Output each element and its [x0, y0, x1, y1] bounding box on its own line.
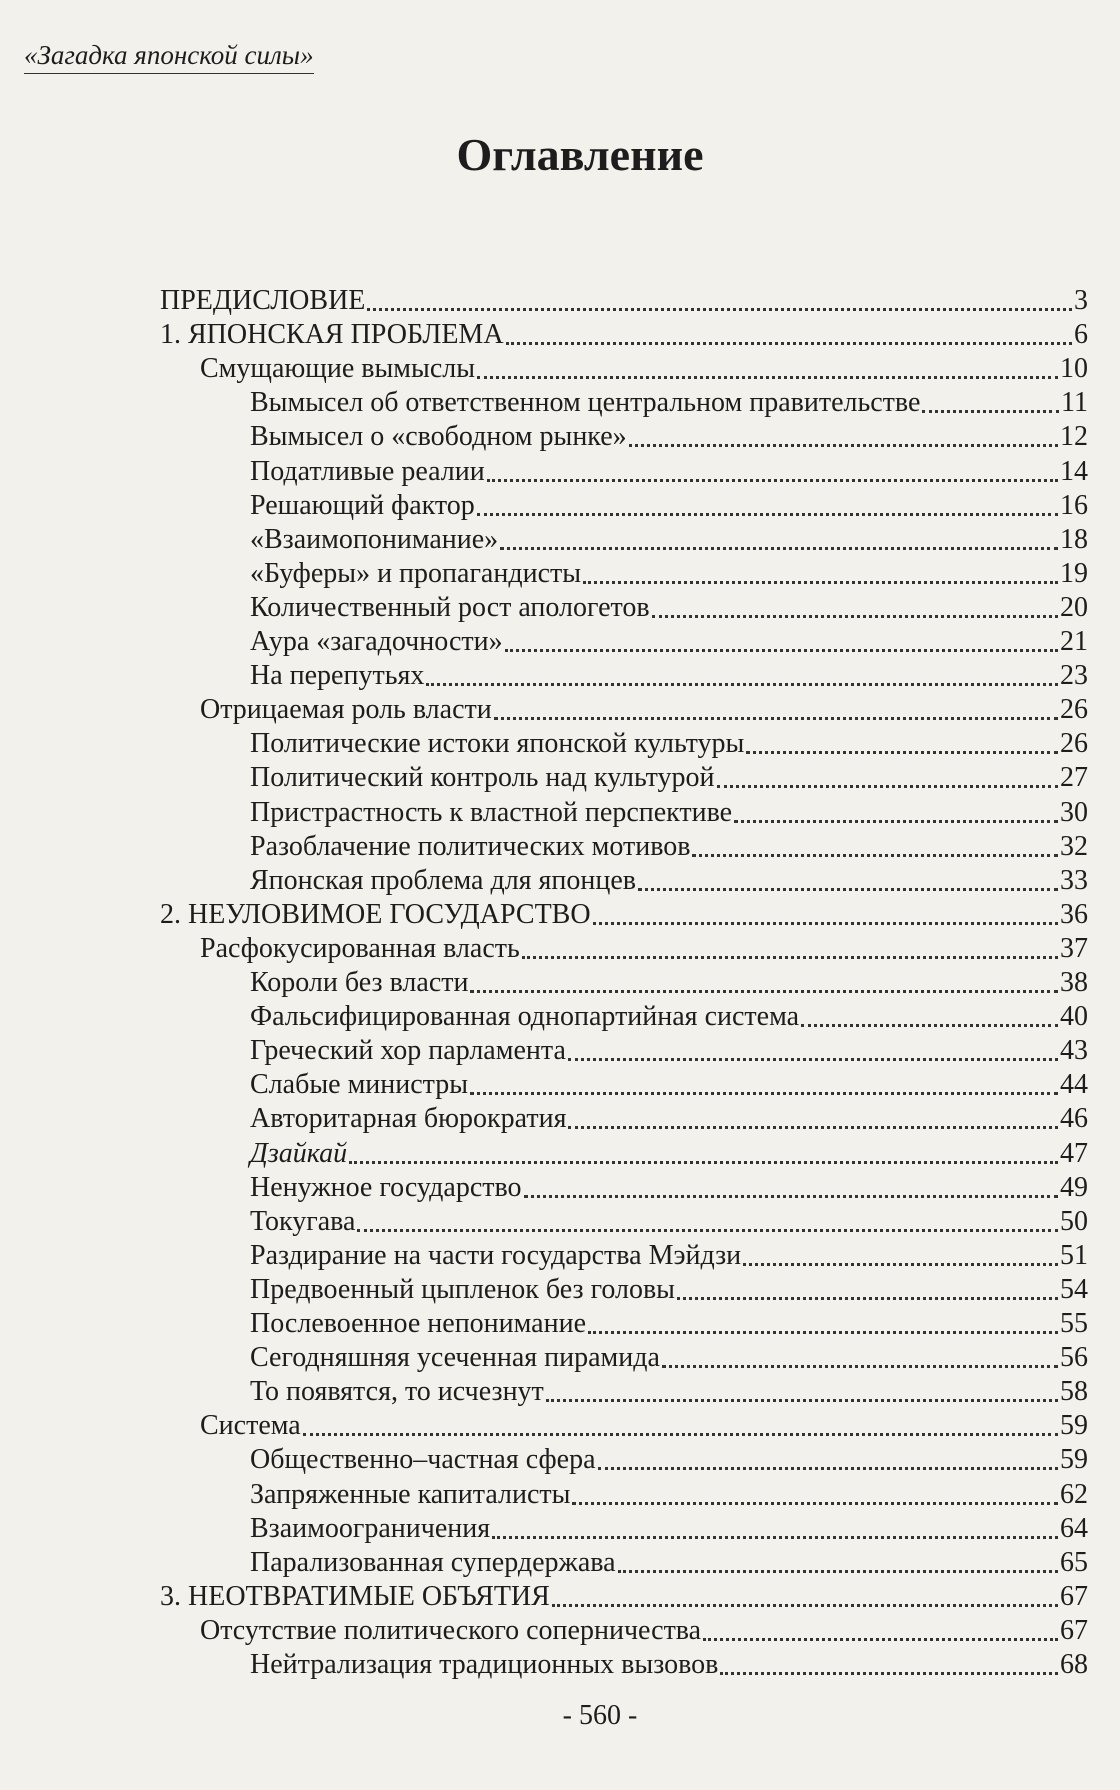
toc-entry-page: 59	[1060, 1410, 1088, 1442]
toc-entry	[250, 490, 1088, 524]
toc-leader-dots	[662, 1365, 1058, 1368]
toc-leader-dots	[629, 444, 1058, 447]
toc-entry-title: Общественно–частная сфера	[250, 1444, 596, 1476]
toc-entry-page: 44	[1060, 1069, 1088, 1101]
toc-entry-page: 6	[1074, 319, 1088, 351]
toc-entry-page: 21	[1060, 626, 1088, 657]
toc-leader-dots	[568, 1058, 1058, 1061]
toc-entry-title: На перепутьях	[250, 660, 425, 692]
toc-entry	[250, 1547, 1088, 1581]
toc-entry-page: 51	[1060, 1239, 1088, 1271]
toc-entry-title: Дзайкай	[250, 1137, 348, 1169]
toc-entry-page: 16	[1060, 489, 1088, 521]
toc-leader-dots	[677, 1297, 1058, 1300]
toc-entry	[200, 694, 1088, 728]
toc-leader-dots	[494, 717, 1058, 720]
toc-entry	[160, 899, 1088, 933]
toc-entry-page: 26	[1060, 694, 1088, 726]
toc-leader-dots	[703, 1638, 1058, 1641]
toc-entry-page: 46	[1060, 1103, 1088, 1135]
toc-entry	[250, 660, 1088, 694]
toc-entry	[160, 285, 1088, 319]
toc-entry-page: 54	[1060, 1273, 1088, 1305]
toc-entry	[250, 1342, 1088, 1376]
toc-leader-dots	[593, 922, 1058, 925]
toc-entry	[250, 1240, 1088, 1274]
toc-entry	[250, 865, 1088, 899]
toc-leader-dots	[426, 683, 1058, 686]
toc-entry-title: Аура «загадочности»	[250, 626, 503, 657]
toc-entry-title: Политические истоки японской культуры	[250, 728, 745, 760]
toc-entry-title: Отсутствие политического соперничества	[200, 1614, 702, 1646]
toc-entry-title: Количественный рост апологетов	[250, 591, 650, 623]
toc-entry	[200, 1410, 1088, 1444]
page-number: - 560 -	[562, 1700, 638, 1731]
toc-entry	[250, 1308, 1088, 1342]
toc-entry-title: Раздирание на части государства Мэйдзи	[250, 1239, 742, 1271]
toc-entry	[250, 1444, 1088, 1478]
toc-entry	[250, 626, 1088, 660]
toc-entry-title: 3. НЕОТВРАТИМЫЕ ОБЪЯТИЯ	[160, 1580, 550, 1612]
toc-entry-title: То появятся, то исчезнут	[250, 1376, 544, 1408]
toc-entry	[250, 1274, 1088, 1308]
toc-entry-page: 58	[1060, 1376, 1088, 1408]
toc-entry	[250, 456, 1088, 490]
toc-entry-title: Вымысел об ответственном центральном правительстве	[250, 387, 921, 419]
toc-entry-page: 68	[1060, 1649, 1088, 1680]
toc-entry-page: 38	[1060, 967, 1088, 998]
toc-entry-page: 33	[1060, 864, 1088, 896]
toc-entry-page: 47	[1060, 1137, 1088, 1169]
toc-entry	[160, 1581, 1088, 1615]
toc-entry-title: Запряженные капиталисты	[250, 1478, 571, 1510]
toc-entry-title: Предвоенный цыпленок без головы	[250, 1273, 675, 1305]
toc-entry	[160, 319, 1088, 353]
toc-entry-page: 40	[1060, 1001, 1088, 1033]
toc-leader-dots	[588, 1331, 1058, 1334]
toc-leader-dots	[638, 888, 1058, 891]
toc-entry-title: 2. НЕУЛОВИМОЕ ГОСУДАРСТВО	[160, 898, 591, 930]
toc-leader-dots	[546, 1399, 1058, 1402]
toc-leader-dots	[500, 547, 1058, 550]
toc-entry	[250, 797, 1088, 831]
toc-entry-page: 14	[1060, 455, 1088, 487]
toc-leader-dots	[357, 1229, 1058, 1232]
toc-entry-page: 62	[1060, 1478, 1088, 1510]
toc-entry	[250, 1479, 1088, 1513]
toc-entry-title: Фальсифицированная однопартийная система	[250, 1001, 800, 1033]
toc-entry-page: 23	[1060, 660, 1088, 692]
toc-leader-dots	[583, 581, 1058, 584]
toc-leader-dots	[720, 1672, 1058, 1675]
toc-leader-dots	[505, 649, 1058, 652]
toc-entry	[250, 1172, 1088, 1206]
toc-entry-page: 67	[1060, 1614, 1088, 1646]
toc-entry	[200, 353, 1088, 387]
toc-leader-dots	[367, 308, 1072, 311]
toc-entry-page: 65	[1060, 1546, 1088, 1578]
toc-entry-title: «Взаимопонимание»	[250, 523, 499, 555]
toc-entry-title: Решающий фактор	[250, 489, 475, 521]
toc-leader-dots	[506, 342, 1072, 345]
toc-entry-title: Взаимоограничения	[250, 1512, 491, 1544]
toc-entry-title: Слабые министры	[250, 1069, 469, 1101]
toc-entry-title: Отрицаемая роль власти	[200, 694, 492, 726]
toc-leader-dots	[349, 1161, 1058, 1164]
toc-entry	[250, 1035, 1088, 1069]
toc-entry-page: 64	[1060, 1512, 1088, 1544]
toc-leader-dots	[572, 1502, 1058, 1505]
toc-leader-dots	[598, 1467, 1058, 1470]
toc-entry-page: 37	[1060, 932, 1088, 964]
toc-entry-page: 27	[1060, 762, 1088, 794]
toc-entry-page: 26	[1060, 728, 1088, 760]
toc-entry-page: 56	[1060, 1342, 1088, 1374]
toc-entry	[250, 1138, 1088, 1172]
toc-entry-page: 19	[1060, 557, 1088, 589]
toc-entry	[250, 1206, 1088, 1240]
toc-entry-title: Сегодняшняя усеченная пирамида	[250, 1342, 660, 1374]
toc-entry-page: 30	[1060, 796, 1088, 828]
toc-entry	[250, 967, 1088, 1001]
toc-entry-page: 18	[1060, 523, 1088, 555]
toc-entry	[250, 421, 1088, 455]
toc-entry	[250, 1649, 1088, 1683]
toc-leader-dots	[477, 513, 1058, 516]
toc-entry	[250, 1001, 1088, 1035]
toc-entry-page: 49	[1060, 1171, 1088, 1203]
toc-leader-dots	[470, 1092, 1058, 1095]
toc-leader-dots	[652, 615, 1058, 618]
toc-entry	[250, 728, 1088, 762]
toc-leader-dots	[522, 956, 1058, 959]
toc-leader-dots	[477, 376, 1058, 379]
toc-entry	[250, 762, 1088, 796]
toc-entry-title: Короли без власти	[250, 967, 469, 998]
toc-entry	[200, 933, 1088, 967]
toc-entry	[250, 387, 1088, 421]
toc-leader-dots	[487, 479, 1058, 482]
toc-entry-page: 10	[1060, 353, 1088, 385]
toc-entry-title: Японская проблема для японцев	[250, 864, 637, 896]
toc-leader-dots	[524, 1195, 1058, 1198]
toc-entry	[250, 558, 1088, 592]
toc-leader-dots	[692, 854, 1058, 857]
toc-entry-page: 67	[1060, 1580, 1088, 1612]
toc-entry-title: Политический контроль над культурой	[250, 762, 715, 794]
page-title: Оглавление	[456, 129, 704, 180]
toc-entry	[250, 1069, 1088, 1103]
toc-entry-page: 50	[1060, 1205, 1088, 1237]
toc-entry-title: ПРЕДИСЛОВИЕ	[160, 285, 366, 316]
toc-entry-page: 11	[1061, 387, 1088, 419]
toc-entry	[250, 831, 1088, 865]
toc-entry-title: Вымысел о «свободном рынке»	[250, 421, 627, 453]
toc-entry-page: 32	[1060, 830, 1088, 862]
toc-leader-dots	[303, 1433, 1058, 1436]
toc-entry	[200, 1615, 1088, 1649]
toc-entry-title: 1. ЯПОНСКАЯ ПРОБЛЕМА	[160, 319, 504, 351]
toc-leader-dots	[922, 410, 1059, 413]
toc-entry-page: 36	[1060, 898, 1088, 930]
toc-leader-dots	[734, 820, 1058, 823]
toc-entry-page: 43	[1060, 1035, 1088, 1067]
toc-entry-page: 55	[1060, 1308, 1088, 1339]
toc-entry-title: Расфокусированная власть	[200, 932, 520, 964]
toc-leader-dots	[470, 990, 1058, 993]
toc-entry	[250, 1376, 1088, 1410]
toc-entry-title: «Буферы» и пропагандисты	[250, 557, 582, 589]
toc-entry-title: Ненужное государство	[250, 1171, 522, 1203]
toc-entry-title: Смущающие вымыслы	[200, 353, 476, 385]
toc-entry-title: Пристрастность к властной перспективе	[250, 796, 733, 828]
toc-entry-page: 12	[1060, 421, 1088, 453]
toc-entry-title: Нейтрализация традиционных вызовов	[250, 1649, 719, 1680]
toc-entry	[250, 524, 1088, 558]
toc-entry-title: Токугава	[250, 1205, 356, 1237]
toc-leader-dots	[492, 1536, 1058, 1539]
toc-leader-dots	[618, 1570, 1058, 1573]
toc-leader-dots	[743, 1263, 1058, 1266]
toc-leader-dots	[746, 751, 1058, 754]
toc-entry-title: Разоблачение политических мотивов	[250, 830, 691, 862]
toc-entry-page: 20	[1060, 591, 1088, 623]
toc-leader-dots	[568, 1126, 1058, 1129]
toc-entry-title: Греческий хор парламента	[250, 1035, 566, 1067]
toc-entry-title: Парализованная супердержава	[250, 1546, 616, 1578]
toc-entry-page: 3	[1074, 285, 1088, 316]
toc-leader-dots	[801, 1024, 1058, 1027]
toc-entry-title: Податливые реалии	[250, 455, 485, 487]
toc-entry-title: Послевоенное непонимание	[250, 1308, 586, 1339]
toc-entry	[250, 1513, 1088, 1547]
toc-entry-title: Авторитарная бюрократия	[250, 1103, 567, 1135]
running-header: «Загадка японской силы»	[24, 40, 314, 74]
toc-entry-page: 59	[1060, 1444, 1088, 1476]
toc-entry-title: Система	[200, 1410, 301, 1442]
toc-entry	[250, 592, 1088, 626]
toc-entry	[250, 1103, 1088, 1137]
toc-leader-dots	[717, 785, 1058, 788]
toc-leader-dots	[552, 1604, 1058, 1607]
